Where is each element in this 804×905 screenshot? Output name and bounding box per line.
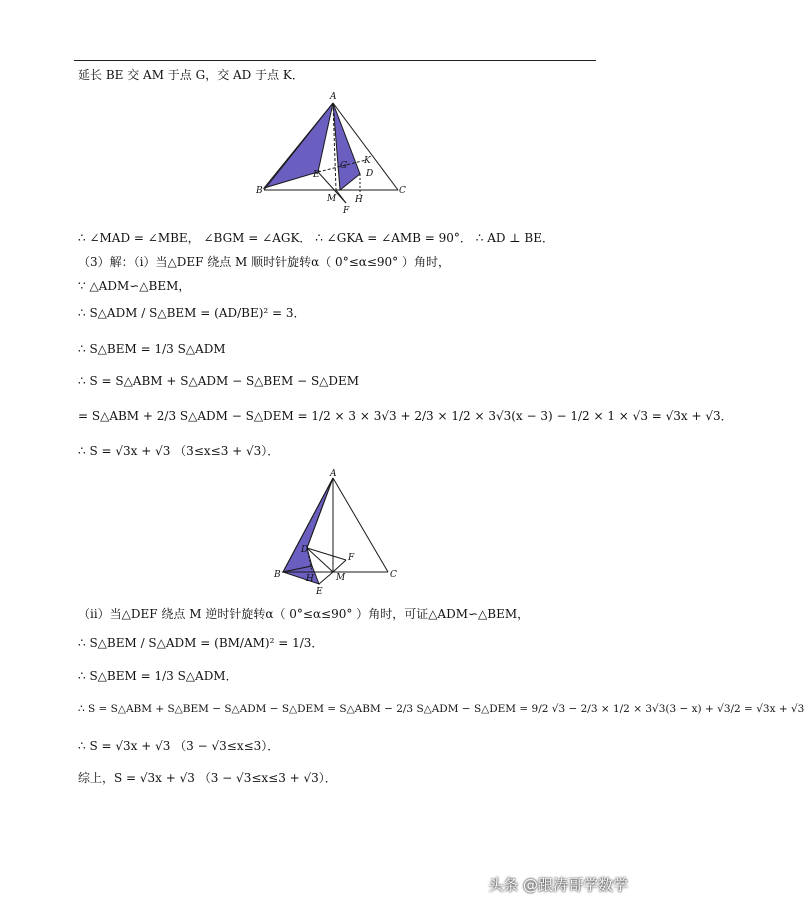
label-f-2: F — [348, 553, 355, 563]
label-e-2: E — [316, 587, 323, 597]
text-line-4: ∵ △ADM∽△BEM， — [78, 279, 191, 293]
text-line-7: ∴ S = S△ABM + S△ADM − S△BEM − S△DEM — [78, 374, 360, 388]
shaded-triangle-adm — [333, 103, 360, 190]
text-line-10: （ⅱ）当△DEF 绕点 M 逆时针旋转α（ 0°≤α≤90° ）角时，可证△ADM∽△BEM， — [78, 607, 530, 621]
label-a-2: A — [330, 469, 337, 479]
label-b: B — [256, 186, 263, 196]
label-h: H — [355, 195, 363, 205]
label-c-2: C — [390, 570, 397, 580]
text-line-6: ∴ S△BEM = 1/3 S△ADM — [78, 342, 226, 356]
text-line-12: ∴ S△BEM = 1/3 S△ADM． — [78, 669, 238, 683]
segment-ad-2 — [307, 478, 333, 548]
label-m: M — [327, 194, 337, 204]
text-line-2: ∴ ∠MAD = ∠MBE， ∠BGM = ∠AGK． ∴ ∠GKA = ∠AMB = 90°． ∴ AD ⊥ BE． — [78, 231, 554, 245]
figure-2-shapes — [283, 478, 388, 584]
segment-ac-2 — [333, 478, 388, 572]
text-line-15: 综上，S = √3x + √3 （3 − √3≤x≤3 + √3）． — [78, 771, 337, 785]
text-line-11: ∴ S△BEM / S△ADM = (BM/AM)² = 1/3． — [78, 636, 324, 650]
segment-me-2 — [319, 572, 333, 584]
text-line-13: ∴ S = S△ABM + S△BEM − S△ADM − S△DEM = S△ABM − 2/3 S△ADM − S△DEM = 9/2 √3 − 2/3 × 1/2 × 3√3(3 − x) + √3/2 = √3x + √3 — [78, 703, 804, 715]
segment-mf-2 — [333, 560, 346, 572]
text-line-1: 延长 BE 交 AM 于点 G，交 AD 于点 K． — [78, 68, 304, 82]
figure-1-shapes — [264, 103, 398, 203]
watermark: 头条 @跟涛哥学数学 — [488, 876, 628, 894]
label-g: G — [340, 161, 348, 171]
label-e: E — [313, 170, 320, 180]
label-a: A — [330, 92, 337, 102]
label-d: D — [366, 169, 374, 179]
text-line-14: ∴ S = √3x + √3 （3 − √3≤x≤3）． — [78, 739, 280, 753]
label-d-2: D — [301, 545, 309, 555]
label-b-2: B — [274, 570, 281, 580]
label-m-2: M — [336, 573, 346, 583]
label-f: F — [343, 206, 350, 216]
text-line-8: = S△ABM + 2/3 S△ADM − S△DEM = 1/2 × 3 × 3√3 + 2/3 × 1/2 × 3√3(x − 3) − 1/2 × 1 × √3 = √3x + √3． — [78, 409, 733, 423]
text-line-9: ∴ S = √3x + √3 （3≤x≤3 + √3）． — [78, 444, 280, 458]
label-h-2: H — [306, 574, 314, 584]
label-k: K — [364, 156, 371, 166]
label-c: C — [399, 186, 406, 196]
text-line-3: （3）解：（ⅰ）当△DEF 绕点 M 顺时针旋转α（ 0°≤α≤90° ）角时， — [78, 255, 450, 269]
text-line-5: ∴ S△ADM / S△BEM = (AD/BE)² = 3． — [78, 306, 306, 320]
